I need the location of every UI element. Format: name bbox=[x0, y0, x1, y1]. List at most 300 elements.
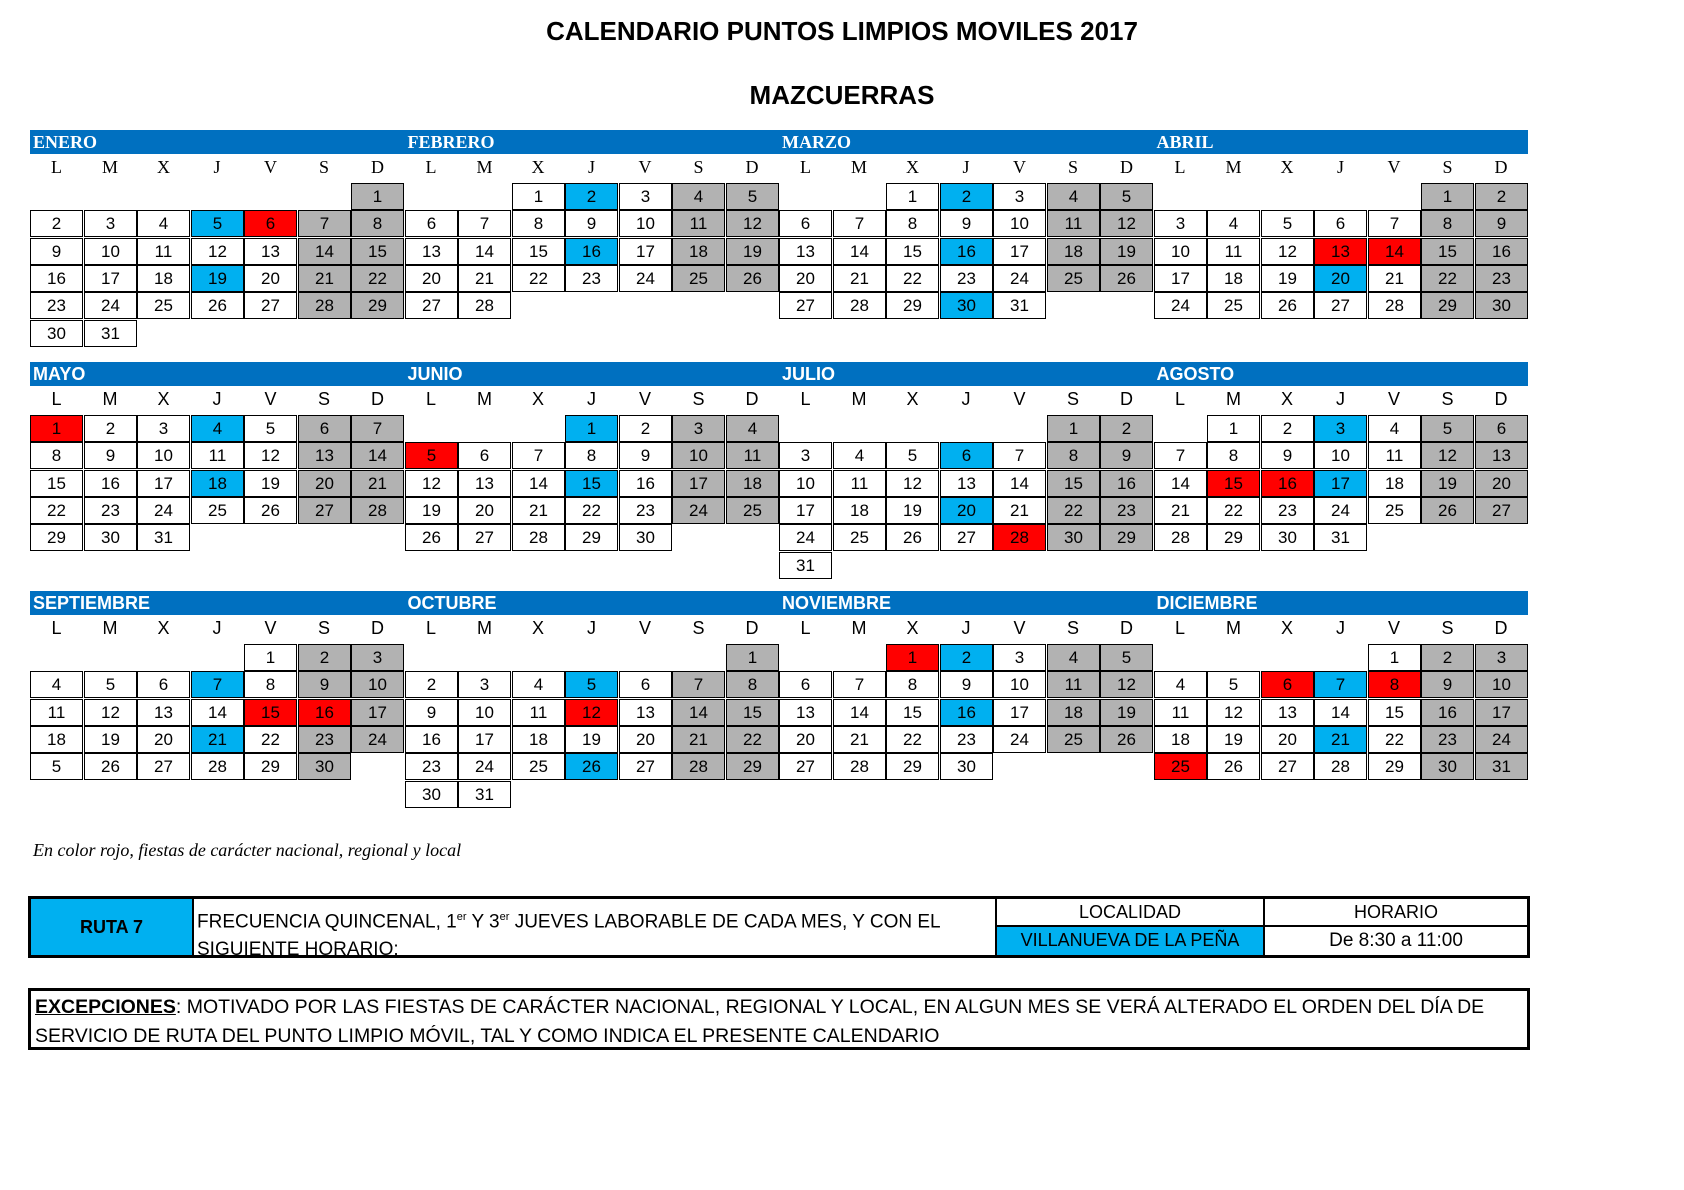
day-cell: 26 bbox=[244, 497, 297, 524]
day-cell: 5 bbox=[84, 671, 137, 698]
day-cell: 8 bbox=[886, 210, 939, 237]
day-cell: 18 bbox=[833, 497, 886, 524]
month-name: JUNIO bbox=[407, 364, 463, 384]
day-cell: 25 bbox=[833, 524, 886, 551]
day-cell: 28 bbox=[1154, 524, 1207, 551]
day-cell: 14 bbox=[833, 238, 886, 265]
month-name: SEPTIEMBRE bbox=[33, 593, 151, 613]
day-cell: 14 bbox=[1368, 238, 1421, 265]
day-cell: 19 bbox=[1207, 726, 1260, 753]
day-cell: 28 bbox=[298, 292, 351, 319]
day-cell: 4 bbox=[512, 671, 565, 698]
weekday-header: V bbox=[1013, 389, 1026, 409]
exceptions-box bbox=[28, 988, 1530, 1050]
day-cell: 27 bbox=[940, 524, 993, 551]
day-cell: 4 bbox=[1154, 671, 1207, 698]
day-cell: 19 bbox=[1261, 265, 1314, 292]
month-name: DICIEMBRE bbox=[1156, 593, 1258, 613]
weekday-header: X bbox=[1280, 157, 1294, 177]
day-cell: 29 bbox=[1207, 524, 1260, 551]
day-cell: 30 bbox=[940, 292, 993, 319]
day-cell: 22 bbox=[1421, 265, 1474, 292]
day-cell: 4 bbox=[191, 415, 244, 442]
day-cell: 22 bbox=[1047, 497, 1100, 524]
day-cell: 26 bbox=[191, 292, 244, 319]
weekday-header: L bbox=[425, 389, 436, 409]
day-cell: 15 bbox=[886, 699, 939, 726]
weekday-header: D bbox=[745, 389, 759, 409]
day-cell: 15 bbox=[512, 238, 565, 265]
day-cell: 15 bbox=[1207, 470, 1260, 497]
day-cell: 14 bbox=[458, 238, 511, 265]
day-cell: 26 bbox=[1100, 265, 1153, 292]
weekday-header: L bbox=[800, 389, 811, 409]
weekday-header: M bbox=[1226, 389, 1241, 409]
day-cell: 3 bbox=[779, 442, 832, 469]
day-cell: 21 bbox=[191, 726, 244, 753]
day-cell: 26 bbox=[565, 753, 618, 780]
weekday-header: M bbox=[1226, 618, 1241, 638]
localidad-header: LOCALIDAD bbox=[995, 899, 1263, 927]
weekday-header: J bbox=[1336, 618, 1345, 638]
day-cell: 23 bbox=[940, 726, 993, 753]
weekday-header: X bbox=[157, 157, 170, 177]
day-cell: 13 bbox=[1314, 238, 1367, 265]
day-cell: 15 bbox=[1368, 699, 1421, 726]
day-cell: 22 bbox=[1207, 497, 1260, 524]
day-cell: 11 bbox=[1368, 442, 1421, 469]
weekday-header: M bbox=[1225, 157, 1242, 177]
day-cell: 28 bbox=[833, 753, 886, 780]
day-cell: 26 bbox=[1100, 726, 1153, 753]
day-cell: 12 bbox=[244, 442, 297, 469]
weekday-header: S bbox=[692, 618, 705, 638]
day-cell: 10 bbox=[672, 442, 725, 469]
day-cell: 1 bbox=[1421, 183, 1474, 210]
day-cell: 11 bbox=[833, 470, 886, 497]
day-cell: 10 bbox=[993, 671, 1046, 698]
weekday-header: S bbox=[1066, 389, 1079, 409]
day-cell: 5 bbox=[244, 415, 297, 442]
day-cell: 20 bbox=[405, 265, 458, 292]
day-cell: 26 bbox=[1207, 753, 1260, 780]
weekday-header: M bbox=[102, 389, 118, 409]
weekday-header: V bbox=[1387, 618, 1400, 638]
day-cell: 25 bbox=[512, 753, 565, 780]
day-cell: 19 bbox=[1100, 238, 1153, 265]
day-cell: 27 bbox=[244, 292, 297, 319]
day-cell: 15 bbox=[1421, 238, 1474, 265]
day-cell: 28 bbox=[1368, 292, 1421, 319]
weekday-header: D bbox=[745, 157, 759, 177]
weekday-header: V bbox=[638, 389, 651, 409]
day-cell: 4 bbox=[30, 671, 83, 698]
month-band bbox=[30, 130, 1528, 154]
weekday-header: M bbox=[851, 389, 867, 409]
day-cell: 24 bbox=[1475, 726, 1528, 753]
weekday-header: J bbox=[587, 157, 595, 177]
day-cell: 17 bbox=[619, 238, 672, 265]
day-cell: 24 bbox=[84, 292, 137, 319]
day-cell: 6 bbox=[779, 210, 832, 237]
day-cell: 29 bbox=[1100, 524, 1153, 551]
day-cell: 11 bbox=[672, 210, 725, 237]
day-cell: 5 bbox=[1261, 210, 1314, 237]
day-cell: 18 bbox=[1154, 726, 1207, 753]
day-cell: 2 bbox=[84, 415, 137, 442]
day-cell: 23 bbox=[1261, 497, 1314, 524]
day-cell: 7 bbox=[1154, 442, 1207, 469]
day-cell: 6 bbox=[779, 671, 832, 698]
route-label: RUTA 7 bbox=[31, 899, 194, 955]
horario-value: De 8:30 a 11:00 bbox=[1263, 927, 1527, 955]
day-cell: 11 bbox=[512, 699, 565, 726]
day-cell: 30 bbox=[84, 524, 137, 551]
weekday-header: V bbox=[1013, 157, 1026, 177]
day-cell: 1 bbox=[886, 644, 939, 671]
day-cell: 16 bbox=[1261, 470, 1314, 497]
day-cell: 13 bbox=[458, 470, 511, 497]
day-cell: 22 bbox=[351, 265, 404, 292]
day-cell: 8 bbox=[244, 671, 297, 698]
day-cell: 18 bbox=[1207, 265, 1260, 292]
day-cell: 31 bbox=[84, 320, 137, 347]
day-cell: 9 bbox=[1421, 671, 1474, 698]
day-cell: 7 bbox=[833, 210, 886, 237]
day-cell: 20 bbox=[1314, 265, 1367, 292]
weekday-header: X bbox=[1280, 389, 1293, 409]
day-cell: 11 bbox=[137, 238, 190, 265]
day-cell: 2 bbox=[1421, 644, 1474, 671]
day-cell: 2 bbox=[940, 183, 993, 210]
day-cell: 5 bbox=[565, 671, 618, 698]
route-text-d: SIGUIENTE HORARIO: bbox=[197, 939, 399, 961]
legend-note: En color rojo, fiestas de carácter nacional, regional y local bbox=[33, 840, 462, 860]
weekday-header: M bbox=[477, 389, 492, 409]
localidad-value: VILLANUEVA DE LA PEÑA bbox=[995, 927, 1263, 955]
day-cell: 26 bbox=[84, 753, 137, 780]
day-cell: 30 bbox=[1475, 292, 1528, 319]
day-cell: 16 bbox=[565, 238, 618, 265]
day-cell: 1 bbox=[351, 183, 404, 210]
day-cell: 15 bbox=[244, 699, 297, 726]
day-cell: 5 bbox=[886, 442, 939, 469]
exceptions-text: : MOTIVADO POR LAS FIESTAS DE CARÁCTER NACIONAL, REGIONAL Y LOCAL, EN ALGUN MES SE VERÁ ALTERADO EL ORDEN DEL DÍA DE SERVICIO DE RUTA DEL PUNTO LIMPIO MÓVIL, TAL Y COMO INDICA EL PRESENTE CALENDARIO bbox=[35, 996, 1485, 1047]
day-cell: 1 bbox=[565, 415, 618, 442]
day-cell: 27 bbox=[405, 292, 458, 319]
day-cell: 21 bbox=[993, 497, 1046, 524]
day-cell: 7 bbox=[512, 442, 565, 469]
day-cell: 22 bbox=[886, 726, 939, 753]
day-cell: 2 bbox=[1475, 183, 1528, 210]
weekday-header: J bbox=[1336, 389, 1345, 409]
weekday-header: D bbox=[371, 389, 384, 409]
day-cell: 24 bbox=[672, 497, 725, 524]
day-cell: 27 bbox=[779, 292, 832, 319]
day-cell: 17 bbox=[779, 497, 832, 524]
day-cell: 14 bbox=[351, 442, 404, 469]
day-cell: 18 bbox=[137, 265, 190, 292]
day-cell: 16 bbox=[619, 470, 672, 497]
day-cell: 6 bbox=[619, 671, 672, 698]
day-cell: 1 bbox=[1047, 415, 1100, 442]
day-cell: 15 bbox=[726, 699, 779, 726]
day-cell: 17 bbox=[84, 265, 137, 292]
day-cell: 27 bbox=[298, 497, 351, 524]
weekday-header: L bbox=[425, 157, 437, 177]
weekday-header: X bbox=[906, 157, 919, 177]
weekday-header: M bbox=[101, 157, 118, 177]
day-cell: 9 bbox=[940, 671, 993, 698]
day-cell: 11 bbox=[1047, 671, 1100, 698]
day-cell: 16 bbox=[405, 726, 458, 753]
day-cell: 31 bbox=[137, 524, 190, 551]
day-cell: 19 bbox=[84, 726, 137, 753]
weekday-header: S bbox=[1067, 157, 1078, 177]
day-cell: 7 bbox=[298, 210, 351, 237]
day-cell: 7 bbox=[191, 671, 244, 698]
route-sup-2: er bbox=[499, 911, 510, 923]
weekday-header: S bbox=[317, 618, 330, 638]
day-cell: 4 bbox=[726, 415, 779, 442]
day-cell: 24 bbox=[779, 524, 832, 551]
day-cell: 2 bbox=[619, 415, 672, 442]
day-cell: 30 bbox=[1421, 753, 1474, 780]
day-cell: 18 bbox=[1368, 470, 1421, 497]
day-cell: 3 bbox=[672, 415, 725, 442]
day-cell: 17 bbox=[993, 238, 1046, 265]
day-cell: 12 bbox=[886, 470, 939, 497]
weekday-header: S bbox=[317, 389, 330, 409]
day-cell: 16 bbox=[1475, 238, 1528, 265]
weekday-header: S bbox=[692, 389, 705, 409]
day-cell: 18 bbox=[30, 726, 83, 753]
day-cell: 27 bbox=[458, 524, 511, 551]
weekday-header: L bbox=[51, 618, 62, 638]
day-cell: 8 bbox=[726, 671, 779, 698]
weekday-header: X bbox=[906, 618, 919, 638]
weekday-header: J bbox=[587, 618, 596, 638]
weekday-header: J bbox=[961, 389, 971, 409]
day-cell: 16 bbox=[940, 699, 993, 726]
day-cell: 24 bbox=[993, 265, 1046, 292]
day-cell: 20 bbox=[779, 726, 832, 753]
weekday-header: L bbox=[800, 157, 811, 177]
day-cell: 5 bbox=[1100, 644, 1153, 671]
route-text-b: Y 3 bbox=[466, 911, 500, 933]
weekday-header: X bbox=[1280, 618, 1293, 638]
day-cell: 27 bbox=[137, 753, 190, 780]
day-cell: 22 bbox=[244, 726, 297, 753]
day-cell: 22 bbox=[1368, 726, 1421, 753]
day-cell: 26 bbox=[886, 524, 939, 551]
day-cell: 10 bbox=[993, 210, 1046, 237]
day-cell: 29 bbox=[886, 292, 939, 319]
day-cell: 29 bbox=[244, 753, 297, 780]
day-cell: 23 bbox=[1475, 265, 1528, 292]
day-cell: 11 bbox=[726, 442, 779, 469]
day-cell: 16 bbox=[30, 265, 83, 292]
day-cell: 26 bbox=[405, 524, 458, 551]
day-cell: 4 bbox=[1368, 415, 1421, 442]
day-cell: 10 bbox=[1314, 442, 1367, 469]
day-cell: 11 bbox=[1047, 210, 1100, 237]
weekday-header: X bbox=[531, 157, 545, 177]
day-cell: 4 bbox=[1207, 210, 1260, 237]
day-cell: 13 bbox=[298, 442, 351, 469]
weekday-header: V bbox=[264, 618, 277, 638]
month-name: MARZO bbox=[782, 132, 851, 152]
day-cell: 13 bbox=[619, 699, 672, 726]
day-cell: 13 bbox=[1261, 699, 1314, 726]
weekday-header: S bbox=[693, 157, 704, 177]
weekday-header: M bbox=[102, 618, 118, 638]
day-cell: 17 bbox=[1314, 470, 1367, 497]
day-cell: 26 bbox=[1421, 497, 1474, 524]
day-cell: 13 bbox=[244, 238, 297, 265]
day-cell: 3 bbox=[1475, 644, 1528, 671]
day-cell: 25 bbox=[672, 265, 725, 292]
day-cell: 30 bbox=[405, 781, 458, 808]
day-cell: 9 bbox=[84, 442, 137, 469]
day-cell: 5 bbox=[191, 210, 244, 237]
day-cell: 14 bbox=[833, 699, 886, 726]
weekday-header: L bbox=[51, 389, 62, 409]
day-cell: 17 bbox=[137, 470, 190, 497]
day-cell: 25 bbox=[137, 292, 190, 319]
day-cell: 12 bbox=[726, 210, 779, 237]
day-cell: 19 bbox=[886, 497, 939, 524]
day-cell: 25 bbox=[1047, 265, 1100, 292]
day-cell: 3 bbox=[993, 644, 1046, 671]
day-cell: 19 bbox=[1100, 699, 1153, 726]
day-cell: 28 bbox=[993, 524, 1046, 551]
day-cell: 19 bbox=[191, 265, 244, 292]
weekday-header: X bbox=[157, 389, 170, 409]
month-name: ABRIL bbox=[1156, 132, 1214, 152]
weekday-header: X bbox=[531, 618, 544, 638]
day-cell: 14 bbox=[298, 238, 351, 265]
weekday-header: L bbox=[1174, 157, 1186, 177]
weekday-header: D bbox=[371, 618, 384, 638]
weekday-header: D bbox=[1494, 389, 1508, 409]
day-cell: 29 bbox=[351, 292, 404, 319]
day-cell: 17 bbox=[458, 726, 511, 753]
day-cell: 29 bbox=[565, 524, 618, 551]
day-cell: 31 bbox=[993, 292, 1046, 319]
weekday-header: M bbox=[477, 618, 492, 638]
day-cell: 20 bbox=[137, 726, 190, 753]
day-cell: 31 bbox=[1314, 524, 1367, 551]
day-cell: 11 bbox=[1154, 699, 1207, 726]
day-cell: 17 bbox=[351, 699, 404, 726]
day-cell: 2 bbox=[30, 210, 83, 237]
day-cell: 9 bbox=[940, 210, 993, 237]
day-cell: 17 bbox=[1475, 699, 1528, 726]
day-cell: 20 bbox=[619, 726, 672, 753]
day-cell: 13 bbox=[137, 699, 190, 726]
day-cell: 10 bbox=[84, 238, 137, 265]
day-cell: 18 bbox=[726, 470, 779, 497]
day-cell: 22 bbox=[30, 497, 83, 524]
day-cell: 23 bbox=[30, 292, 83, 319]
day-cell: 5 bbox=[1207, 671, 1260, 698]
day-cell: 17 bbox=[672, 470, 725, 497]
day-cell: 31 bbox=[1475, 753, 1528, 780]
day-cell: 12 bbox=[191, 238, 244, 265]
weekday-header: L bbox=[800, 618, 811, 638]
day-cell: 26 bbox=[1261, 292, 1314, 319]
weekday-header: V bbox=[264, 389, 277, 409]
day-cell: 12 bbox=[84, 699, 137, 726]
day-cell: 7 bbox=[1368, 210, 1421, 237]
day-cell: 23 bbox=[1100, 497, 1153, 524]
day-cell: 7 bbox=[351, 415, 404, 442]
day-cell: 25 bbox=[191, 497, 244, 524]
weekday-header: X bbox=[531, 389, 544, 409]
day-cell: 29 bbox=[1368, 753, 1421, 780]
day-cell: 12 bbox=[565, 699, 618, 726]
day-cell: 10 bbox=[619, 210, 672, 237]
day-cell: 29 bbox=[1421, 292, 1474, 319]
day-cell: 12 bbox=[1100, 210, 1153, 237]
weekday-header: D bbox=[1494, 618, 1508, 638]
day-cell: 6 bbox=[244, 210, 297, 237]
route-sup-1: er bbox=[456, 911, 467, 923]
day-cell: 1 bbox=[726, 644, 779, 671]
day-cell: 23 bbox=[619, 497, 672, 524]
day-cell: 10 bbox=[137, 442, 190, 469]
weekday-header: L bbox=[51, 157, 62, 177]
day-cell: 20 bbox=[779, 265, 832, 292]
day-cell: 6 bbox=[137, 671, 190, 698]
day-cell: 21 bbox=[351, 470, 404, 497]
weekday-header: J bbox=[962, 157, 970, 177]
route-text-c: JUEVES LABORABLE DE CADA MES, Y CON EL bbox=[509, 911, 941, 933]
day-cell: 3 bbox=[137, 415, 190, 442]
day-cell: 26 bbox=[726, 265, 779, 292]
weekday-header: J bbox=[212, 389, 222, 409]
month-name: JULIO bbox=[782, 364, 836, 384]
day-cell: 7 bbox=[458, 210, 511, 237]
day-cell: 22 bbox=[565, 497, 618, 524]
day-cell: 3 bbox=[1154, 210, 1207, 237]
day-cell: 4 bbox=[833, 442, 886, 469]
day-cell: 25 bbox=[1207, 292, 1260, 319]
day-cell: 15 bbox=[30, 470, 83, 497]
day-cell: 5 bbox=[405, 442, 458, 469]
day-cell: 4 bbox=[1047, 644, 1100, 671]
day-cell: 27 bbox=[1314, 292, 1367, 319]
day-cell: 27 bbox=[779, 753, 832, 780]
day-cell: 14 bbox=[993, 470, 1046, 497]
day-cell: 9 bbox=[405, 699, 458, 726]
day-cell: 20 bbox=[298, 470, 351, 497]
day-cell: 30 bbox=[1047, 524, 1100, 551]
day-cell: 6 bbox=[1475, 415, 1528, 442]
day-cell: 11 bbox=[1207, 238, 1260, 265]
day-cell: 3 bbox=[1314, 415, 1367, 442]
day-cell: 12 bbox=[1207, 699, 1260, 726]
month-name: OCTUBRE bbox=[407, 593, 497, 613]
day-cell: 5 bbox=[1421, 415, 1474, 442]
day-cell: 6 bbox=[1314, 210, 1367, 237]
day-cell: 25 bbox=[1368, 497, 1421, 524]
weekday-header: L bbox=[1174, 618, 1185, 638]
day-cell: 20 bbox=[1475, 470, 1528, 497]
day-cell: 8 bbox=[565, 442, 618, 469]
day-cell: 10 bbox=[1475, 671, 1528, 698]
